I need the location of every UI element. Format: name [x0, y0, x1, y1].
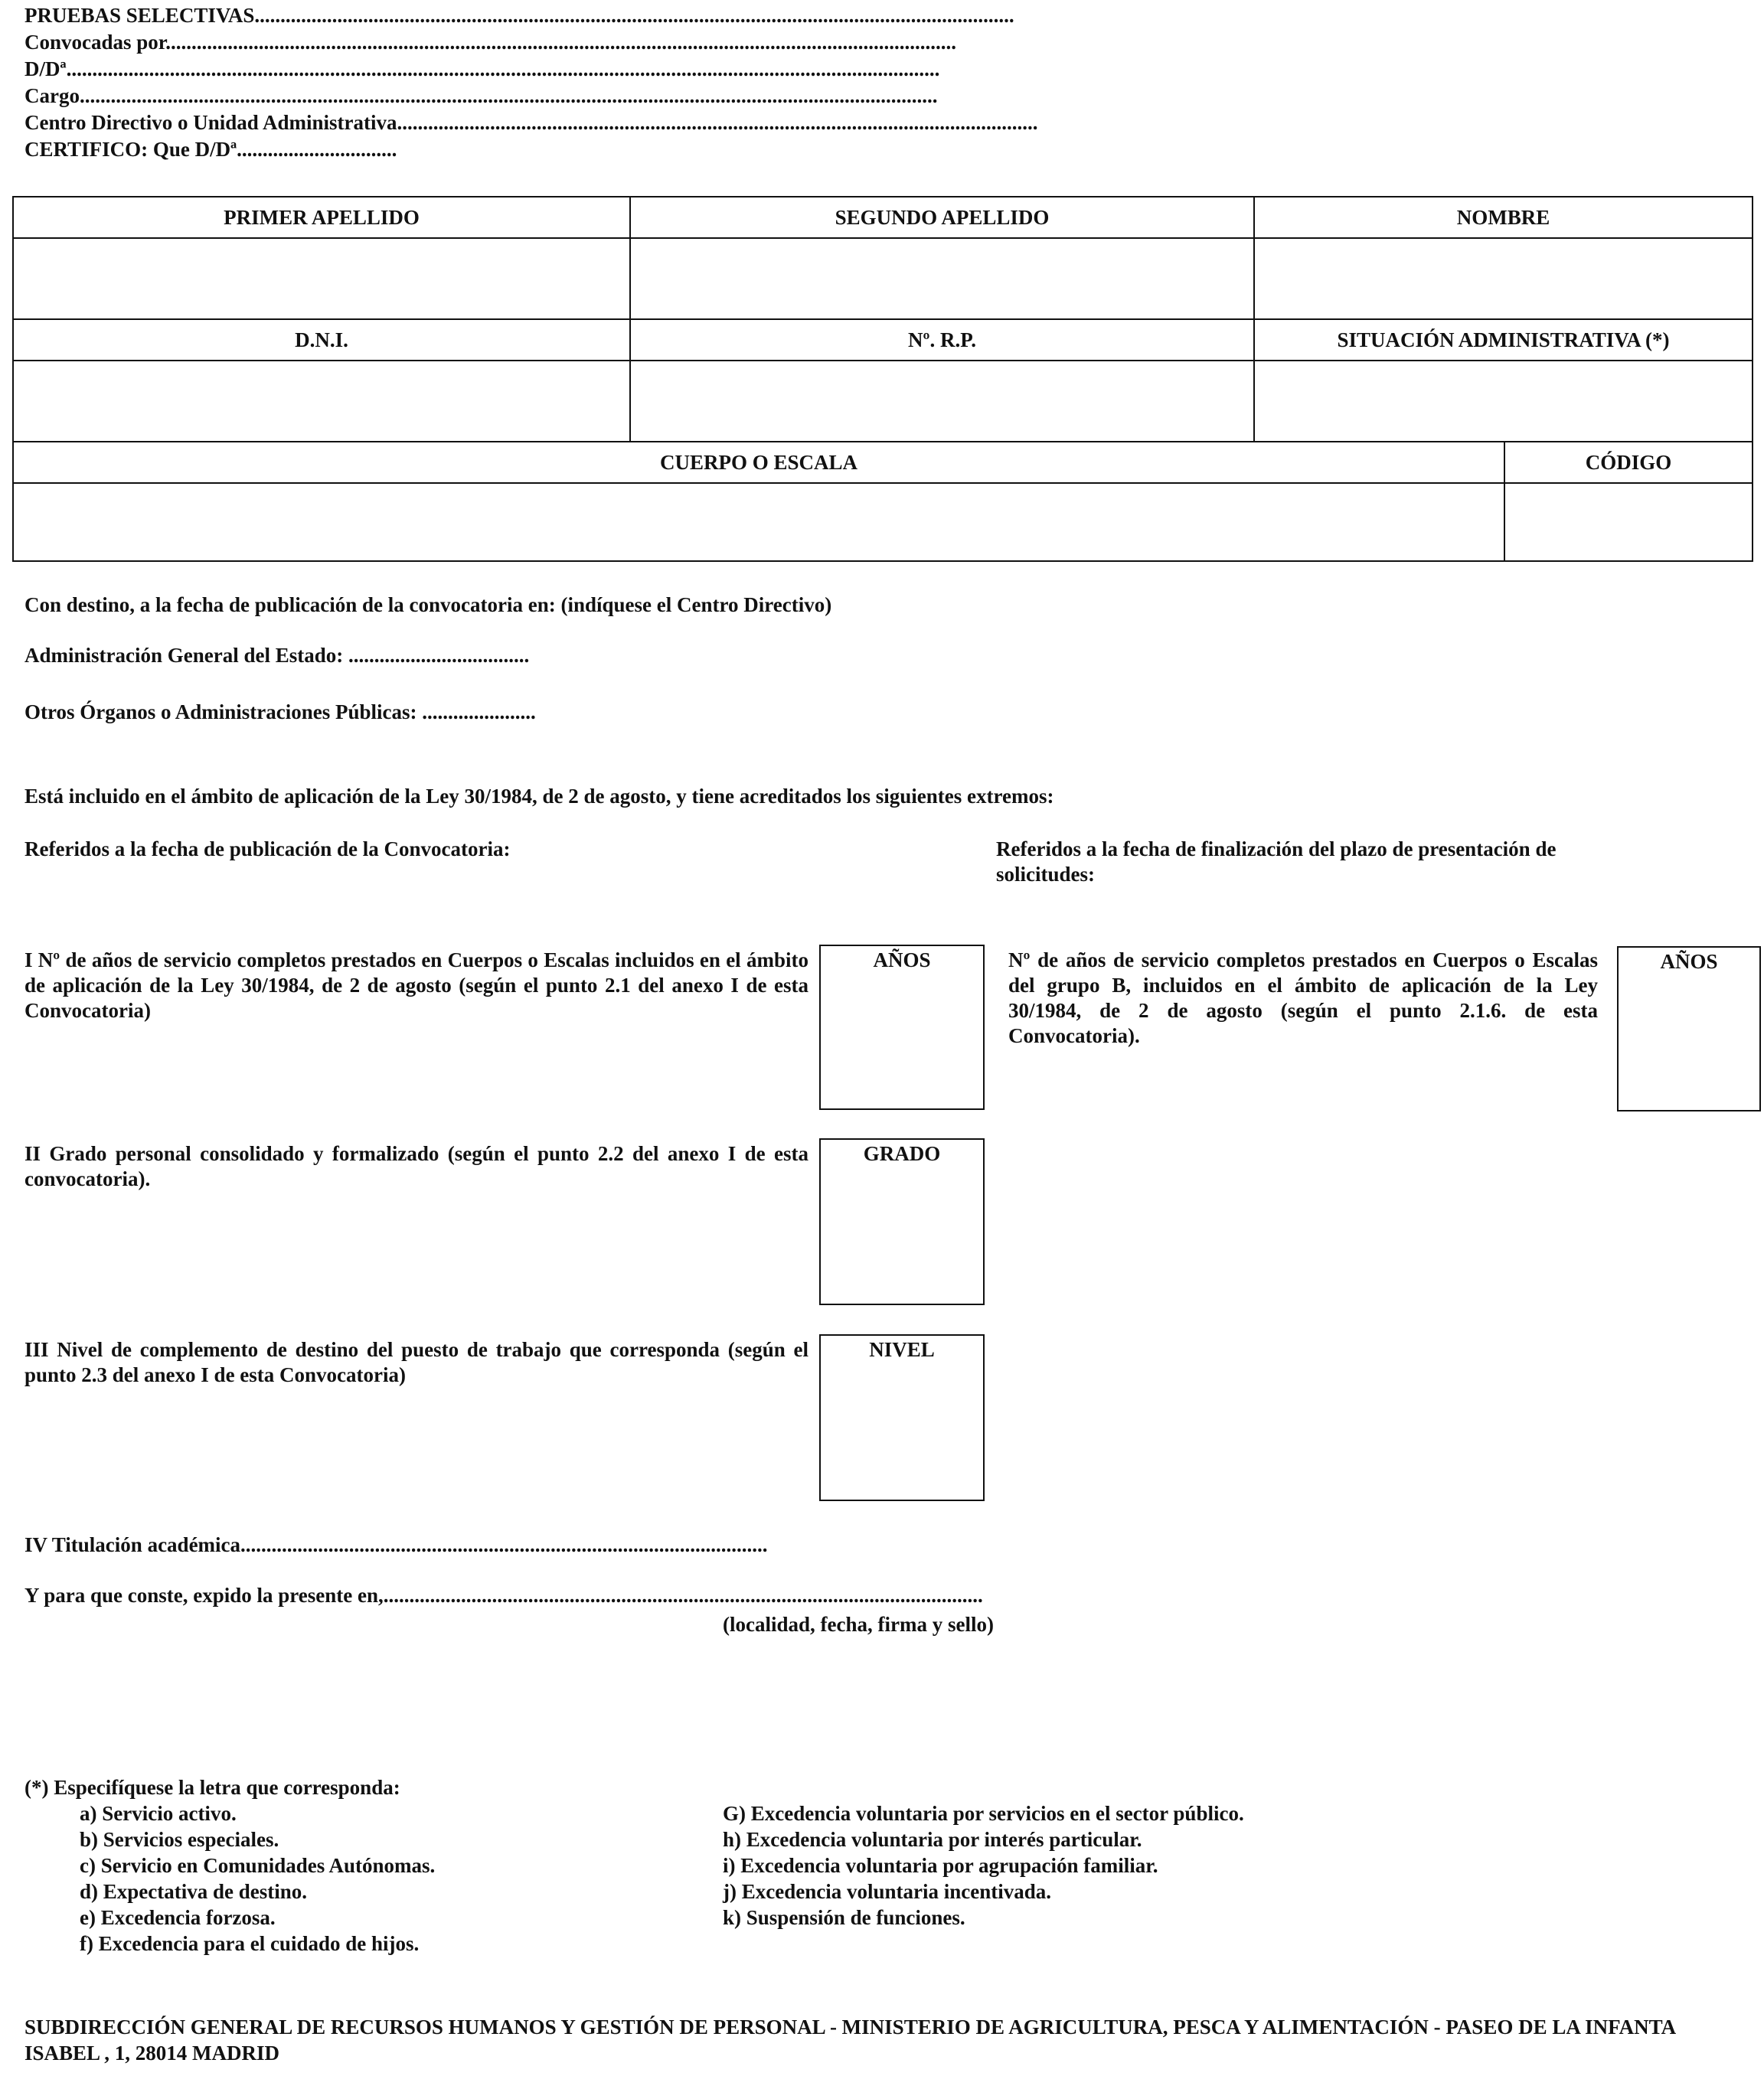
- referidos-publicacion: Referidos a la fecha de publicación de la Convocatoria:: [24, 837, 511, 860]
- destino-otros-line[interactable]: Otros Órganos o Administraciones Públicas: ......................: [24, 700, 536, 723]
- grado-box[interactable]: [819, 1138, 985, 1305]
- situacion-header: SITUACIÓN ADMINISTRATIVA (*): [1255, 320, 1752, 361]
- primer-apellido-field[interactable]: [14, 239, 631, 320]
- firma-caption: (localidad, fecha, firma y sello): [723, 1613, 994, 1636]
- nrp-header: Nº. R.P.: [631, 320, 1255, 361]
- anos-grupo-b-box-label: AÑOS: [1660, 950, 1718, 973]
- nivel-box[interactable]: [819, 1334, 985, 1501]
- section-i-right-text: Nº de años de servicio completos prestados en Cuerpos o Escalas del grupo B, incluidos en el ámbito de aplicación de la Ley 30/1984, de 2 de agosto (según el punto 2.1.6. de esta Convocatoria).: [1008, 948, 1598, 1047]
- ambito-statement: Está incluido en el ámbito de aplicación de la Ley 30/1984, de 2 de agosto, y tiene acreditados los siguientes extremos:: [24, 785, 1054, 808]
- header-pruebas-line[interactable]: PRUEBAS SELECTIVAS...................................................................................................................................................: [24, 4, 1014, 27]
- segundo-apellido-field[interactable]: [631, 239, 1255, 320]
- header-centro-line[interactable]: Centro Directivo o Unidad Administrativa............................................................................................................................: [24, 111, 1038, 134]
- section-ii-text: II Grado personal consolidado y formalizado (según el punto 2.2 del anexo I de esta convocatoria).: [24, 1142, 808, 1190]
- footer-address: SUBDIRECCIÓN GENERAL DE RECURSOS HUMANOS Y GESTIÓN DE PERSONAL - MINISTERIO DE AGRICULTURA, PESCA Y ALIMENTACIÓN - PASEO DE LA INFANTA ISABEL , 1, 28014 MADRID: [24, 2016, 1675, 2065]
- primer-apellido-header: PRIMER APELLIDO: [14, 197, 631, 239]
- note-item-i: i) Excedencia voluntaria por agrupación familiar.: [723, 1854, 1158, 1877]
- nivel-box-label: NIVEL: [869, 1338, 935, 1361]
- codigo-field[interactable]: [1505, 484, 1752, 560]
- anos-grupo-b-box[interactable]: [1617, 946, 1761, 1111]
- destino-age-line[interactable]: Administración General del Estado: ...................................: [24, 644, 530, 667]
- cuerpo-escala-field[interactable]: [14, 484, 1505, 560]
- section-iii-text: III Nivel de complemento de destino del puesto de trabajo que corresponda (según el punto 2.3 del anexo I de esta Convocatoria): [24, 1338, 808, 1386]
- nombre-header: NOMBRE: [1255, 197, 1752, 239]
- personal-data-table: [12, 196, 1753, 562]
- referidos-finalizacion: Referidos a la fecha de finalización del plazo de presentación de solicitudes:: [996, 837, 1557, 886]
- note-item-c: c) Servicio en Comunidades Autónomas.: [80, 1854, 436, 1877]
- situacion-field[interactable]: [1255, 361, 1752, 442]
- header-convocadas-line[interactable]: Convocadas por.........................................................................................................................................................: [24, 31, 957, 54]
- destino-intro: Con destino, a la fecha de publicación de la convocatoria en: (indíquese el Centro Directivo): [24, 593, 832, 616]
- expido-line[interactable]: Y para que conste, expido la presente en,....................................................................................................................: [24, 1584, 983, 1607]
- nrp-field[interactable]: [631, 361, 1255, 442]
- header-certifico-line[interactable]: CERTIFICO: Que D/Dª...............................: [24, 138, 397, 161]
- section-i-text: I Nº de años de servicio completos prestados en Cuerpos o Escalas incluidos en el ámbito de aplicación de la Ley 30/1984, de 2 de agosto (según el punto 2.1 del anexo I de esta Convocatoria): [24, 948, 808, 1022]
- titulacion-line[interactable]: IV Titulación académica......................................................................................................: [24, 1533, 768, 1556]
- dni-field[interactable]: [14, 361, 631, 442]
- codigo-header: CÓDIGO: [1505, 442, 1752, 484]
- note-item-d: d) Expectativa de destino.: [80, 1880, 307, 1903]
- note-item-b: b) Servicios especiales.: [80, 1828, 279, 1851]
- header-dd-line[interactable]: D/Dª.........................................................................................................................................................................: [24, 57, 940, 80]
- note-item-a: a) Servicio activo.: [80, 1802, 237, 1825]
- note-item-j: j) Excedencia voluntaria incentivada.: [723, 1880, 1051, 1903]
- note-item-h: h) Excedencia voluntaria por interés particular.: [723, 1828, 1142, 1851]
- nombre-field[interactable]: [1255, 239, 1752, 320]
- anos-box-label: AÑOS: [873, 948, 931, 971]
- note-title: (*) Especifíquese la letra que corresponda:: [24, 1776, 400, 1799]
- note-item-g: G) Excedencia voluntaria por servicios en el sector público.: [723, 1802, 1244, 1825]
- anos-box[interactable]: [819, 945, 985, 1110]
- dni-header: D.N.I.: [14, 320, 631, 361]
- note-item-k: k) Suspensión de funciones.: [723, 1906, 965, 1929]
- grado-box-label: GRADO: [863, 1142, 941, 1165]
- cuerpo-escala-header: CUERPO O ESCALA: [14, 442, 1505, 484]
- note-item-e: e) Excedencia forzosa.: [80, 1906, 276, 1929]
- header-cargo-line[interactable]: Cargo......................................................................................................................................................................: [24, 84, 938, 107]
- segundo-apellido-header: SEGUNDO APELLIDO: [631, 197, 1255, 239]
- note-item-f: f) Excedencia para el cuidado de hijos.: [80, 1932, 420, 1955]
